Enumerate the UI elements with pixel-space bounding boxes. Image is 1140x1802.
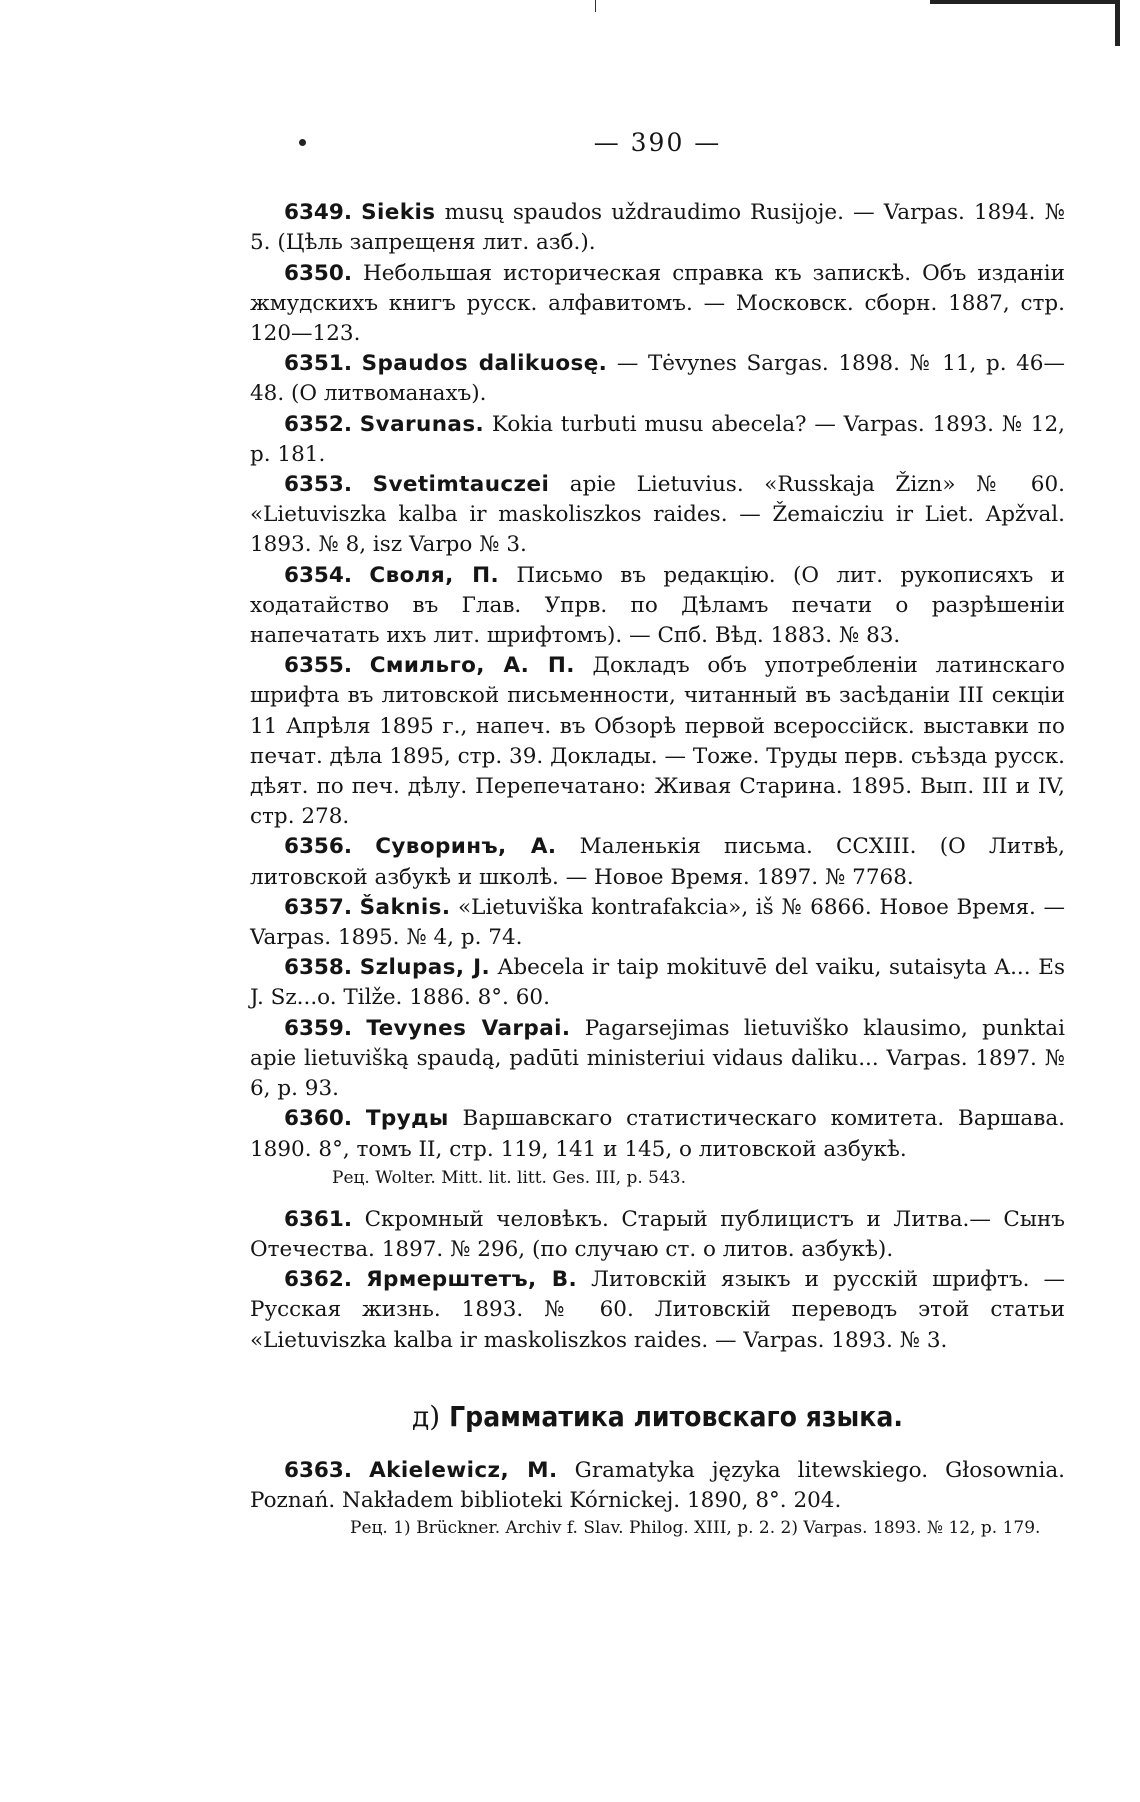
entry-number: 6358. xyxy=(284,955,353,981)
entry-number: 6350. xyxy=(284,260,353,286)
entry-heading: Svetimtauczei xyxy=(372,472,550,498)
entry-6360 xyxy=(250,1104,1065,1164)
entry-number: 6362. xyxy=(284,1267,353,1293)
entry-heading: Труды xyxy=(365,1106,449,1132)
page-number: — 390 — xyxy=(593,128,722,157)
entry-text: Gramatyka języka litewskiego. Głosownia. Poznań. Nakładem biblioteki Kórnickej. 1890, 8°. 204. xyxy=(250,1457,1065,1514)
entry-heading: Svarunas. xyxy=(359,411,485,437)
entry-6358 xyxy=(250,953,1065,1013)
entry-text: Abecela ir taip mokituvē del vaiku, sutaisyta A... Es J. Sz...o. Tilže. 1886. 8°. 60. xyxy=(250,955,1065,1011)
entry-heading: Своля, П. xyxy=(369,562,500,588)
entry-text: apie Lietuvius. «Russkaja Žizn» № 60. «Lietuviszka kalba ir maskoliszkos raides. — Žemaicziu ir Liet. Apžval. 1893. № 8, isz Varpo № 3. xyxy=(250,472,1065,558)
entry-number: 6361. xyxy=(284,1206,353,1232)
entry-number: 6355. xyxy=(284,653,353,679)
entry-6356 xyxy=(250,832,1065,892)
entry-6352 xyxy=(250,410,1065,470)
entry-heading: Смильго, А. П. xyxy=(369,653,575,679)
entry-text: musų spaudos uždraudimo Rusijoje. — Varpas. 1894. № 5. (Цѣль запрещеня лит. азб.). xyxy=(250,200,1065,256)
entry-heading: Siekis xyxy=(361,200,436,226)
entry-6359 xyxy=(250,1014,1065,1105)
entry-6357 xyxy=(250,893,1065,953)
entry-text: Письмо въ редакцію. (О лит. рукописяхъ и ходатайство въ Глав. Упрв. по Дѣламъ печати о разрѣшеніи напечатать ихъ лит. шрифтомъ). — Спб. Вѣд. 1883. № 83. xyxy=(250,562,1066,649)
entry-number: 6363. xyxy=(284,1457,353,1483)
entry-text: Маленькія письма. CCXIII. (О Литвѣ, литовской азбукѣ и школѣ. — Новое Время. 1897. № 7768. xyxy=(250,834,1065,890)
entry-6350 xyxy=(250,259,1065,350)
entry-heading: Spaudos dalikuosę. xyxy=(361,351,608,377)
entry-heading: Суворинъ, А. xyxy=(375,834,557,860)
entry-text: Скромный человѣкъ. Старый публицистъ и Литва.— Сынъ Отечества. 1897. № 296, (по случаю ст. о литов. азбукѣ). xyxy=(250,1206,1065,1262)
review-note-6360: Рец. Wolter. Mitt. lit. litt. Ges. III, p. 543. xyxy=(332,1167,687,1188)
entry-6354 xyxy=(250,561,1065,652)
entry-6363 xyxy=(250,1456,1065,1516)
entry-6361 xyxy=(250,1205,1065,1265)
entry-6362 xyxy=(250,1265,1065,1356)
entry-6351 xyxy=(250,349,1065,409)
entry-text: Kokia turbuti musu abecela? — Varpas. 1893. № 12, p. 181. xyxy=(250,411,1065,467)
entry-number: 6352. xyxy=(284,411,353,437)
entry-heading: Akielewicz, M. xyxy=(369,1457,558,1483)
entry-6349 xyxy=(250,198,1065,258)
corner-rule xyxy=(930,0,1120,4)
entry-heading: Szlupas, J. xyxy=(359,955,491,981)
entry-text: Pagarsejimas lietuviško klausimo, punktai apie lietuvišką spaudą, padūti ministeriui vidaus daliku... Varpas. 1897. № 6, p. 93. xyxy=(250,1015,1065,1102)
entry-number: 6351. xyxy=(284,351,353,377)
section-heading xyxy=(250,1399,1065,1433)
top-mark xyxy=(595,0,596,12)
entry-text: — Tėvynes Sargas. 1898. № 11, p. 46—48. (О литвоманахъ). xyxy=(250,351,1065,407)
section-letter: д) xyxy=(412,1399,441,1433)
entry-text: Докладъ объ употребленіи латинскаго шрифта въ литовской письменности, читанный въ засѣданіи III секціи 11 Апрѣля 1895 г., напеч. въ Обзорѣ первой всероссійск. выставки по печат. дѣла 1895, стр. 39. Доклады. — Тоже. Труды перв. съѣзда русск. дѣят. по печ. дѣлу. Перепечатано: Живая Старина. 1895. Вып. III и IV, стр. 278. xyxy=(250,653,1065,830)
entry-number: 6360. xyxy=(284,1106,353,1132)
entry-text: «Lietuviška kontrafakcia», iš № 6866. Новое Время. — Varpas. 1895. № 4, p. 74. xyxy=(250,894,1065,951)
entry-6353 xyxy=(250,470,1065,561)
section-title: Грамматика литовскаго языка. xyxy=(449,1399,903,1433)
entry-heading: Tevynes Varpai. xyxy=(366,1015,571,1041)
review-note-6363: Рец. 1) Brückner. Archiv f. Slav. Philog. XIII, p. 2. 2) Varpas. 1893. № 12, p. 179. xyxy=(350,1518,1041,1539)
page-body xyxy=(250,128,1065,1541)
corner-rule-vertical xyxy=(1115,0,1120,46)
entry-6355 xyxy=(250,651,1065,832)
entry-number: 6359. xyxy=(284,1015,353,1041)
entry-text: Небольшая историческая справка къ запискѣ. Объ изданіи жмудскихъ книгъ русск. алфавитомъ. — Московск. сборн. 1887, стр. 120—123. xyxy=(250,260,1065,347)
entry-number: 6353. xyxy=(284,472,353,498)
entry-heading: Šaknis. xyxy=(359,894,451,920)
entry-number: 6354. xyxy=(284,562,353,588)
entry-number: 6356. xyxy=(284,834,353,860)
entry-text: Литовскій языкъ и русскій шрифтъ. — Русская жизнь. 1893. № 60. Литовскій переводъ этой статьи «Lietuviszka kalba ir maskoliszkos raides. — Varpas. 1893. № 3. xyxy=(250,1267,1065,1353)
entry-number: 6349. xyxy=(284,200,353,226)
entry-heading: Ярмерштетъ, В. xyxy=(366,1267,578,1293)
entry-text: Варшавскаго статистическаго комитета. Варшава. 1890. 8°, томъ II, стр. 119, 141 и 145, о литовской азбукѣ. xyxy=(250,1106,1065,1162)
entry-number: 6357. xyxy=(284,894,353,920)
